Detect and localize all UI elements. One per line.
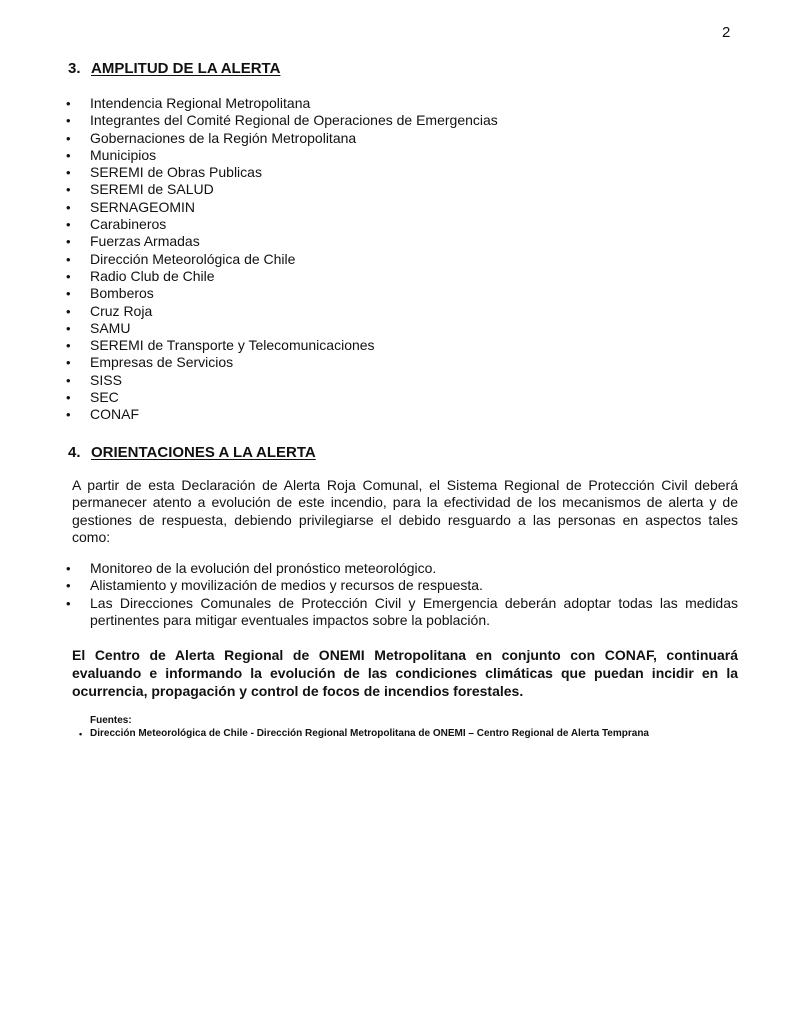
section-4-list [66, 560, 738, 630]
orientation-item-text: Las Direcciones Comunales de Protección Civil y Emergencia deberán adoptar todas las medidas pertinentes para mitigar eventuales impactos sobre la población. [90, 594, 738, 629]
bullet-icon: • [66, 113, 71, 129]
list-item [66, 372, 498, 389]
bullet-icon: • [66, 355, 71, 371]
bullet-icon: • [66, 390, 71, 406]
bullet-icon: • [79, 729, 83, 739]
section-3-title: AMPLITUD DE LA ALERTA [91, 60, 281, 77]
sources-list [79, 728, 649, 740]
bullet-icon: • [66, 561, 71, 576]
section-3-list [66, 95, 498, 424]
list-item-text: SAMU [90, 319, 131, 336]
list-item [66, 112, 498, 129]
bullet-icon: • [66, 578, 71, 594]
list-item-text: Municipios [90, 146, 157, 163]
bullet-icon: • [66, 165, 71, 181]
bullet-icon: • [66, 130, 71, 146]
list-item-text: Fuerzas Armadas [90, 233, 200, 250]
bullet-icon: • [66, 182, 71, 198]
list-item-text: Integrantes del Comité Regional de Operaciones de Emergencias [90, 112, 498, 129]
section-4-intro: A partir de esta Declaración de Alerta Roja Comunal, el Sistema Regional de Protección Civil deberá permanecer atento a evolución de este incendio, para la efectividad de los mecanismos de alerta y de gestiones de respuesta, debiendo privilegiarse el debido resguardo a las personas en aspectos tales como: [72, 477, 738, 546]
list-item-text: Dirección Meteorológica de Chile [90, 250, 296, 267]
list-item [66, 181, 498, 198]
list-item-text: Carabineros [90, 216, 167, 233]
list-item [66, 320, 498, 337]
section-3-heading [68, 60, 280, 77]
list-item-text: Cruz Roja [90, 302, 153, 319]
source-item [79, 728, 649, 740]
list-item [66, 268, 498, 285]
bullet-icon: • [66, 286, 71, 302]
bullet-icon: • [66, 595, 71, 611]
list-item [66, 303, 498, 320]
orientation-item [66, 595, 738, 630]
list-item [66, 95, 498, 112]
section-3-number: 3. [68, 60, 81, 77]
sources-label: Fuentes: [90, 715, 132, 726]
section-4-title: ORIENTACIONES A LA ALERTA [91, 444, 316, 461]
list-item-text: SEC [90, 389, 119, 406]
list-item-text: Empresas de Servicios [90, 354, 234, 371]
bullet-icon: • [66, 96, 71, 111]
list-item [66, 216, 498, 233]
list-item [66, 130, 498, 147]
list-item [66, 354, 498, 371]
section-4-number: 4. [68, 444, 81, 461]
list-item-text: Bomberos [90, 285, 154, 302]
bullet-icon: • [66, 251, 71, 267]
list-item [66, 389, 498, 406]
bullet-icon: • [66, 234, 71, 250]
list-item [66, 337, 498, 354]
list-item-text: SEREMI de Transporte y Telecomunicaciones [90, 337, 375, 354]
bullet-icon: • [66, 320, 71, 336]
section-4-heading [68, 444, 316, 461]
bullet-icon: • [66, 147, 71, 163]
list-item-text: CONAF [90, 406, 139, 423]
orientation-item [66, 560, 738, 577]
bullet-icon: • [66, 217, 71, 233]
list-item [66, 233, 498, 250]
orientation-item-text: Alistamiento y movilización de medios y recursos de respuesta. [90, 577, 483, 594]
list-item [66, 164, 498, 181]
list-item-text: SERNAGEOMIN [90, 198, 196, 215]
bullet-icon: • [66, 372, 71, 388]
page-number: 2 [722, 24, 731, 41]
bullet-icon: • [66, 407, 71, 423]
list-item-text: SISS [90, 371, 122, 388]
orientation-item [66, 577, 738, 594]
closing-statement: El Centro de Alerta Regional de ONEMI Metropolitana en conjunto con CONAF, continuará evaluando e informando la evolución de las condiciones climáticas que puedan incidir en la ocurrencia, propagación y control de focos de incendios forestales. [72, 647, 738, 699]
bullet-icon: • [66, 199, 71, 215]
list-item-text: SEREMI de SALUD [90, 181, 214, 198]
list-item [66, 406, 498, 423]
bullet-icon: • [66, 268, 71, 284]
list-item-text: Intendencia Regional Metropolitana [90, 95, 311, 111]
orientation-item-text: Monitoreo de la evolución del pronóstico meteorológico. [90, 560, 437, 576]
list-item [66, 147, 498, 164]
list-item-text: Gobernaciones de la Región Metropolitana [90, 129, 357, 146]
list-item [66, 251, 498, 268]
list-item [66, 285, 498, 302]
bullet-icon: • [66, 338, 71, 354]
source-item-text: Dirección Meteorológica de Chile - Dirección Regional Metropolitana de ONEMI – Centro Regional de Alerta Temprana [90, 728, 649, 739]
list-item-text: Radio Club de Chile [90, 267, 215, 284]
bullet-icon: • [66, 303, 71, 319]
list-item [66, 199, 498, 216]
list-item-text: SEREMI de Obras Publicas [90, 164, 262, 181]
